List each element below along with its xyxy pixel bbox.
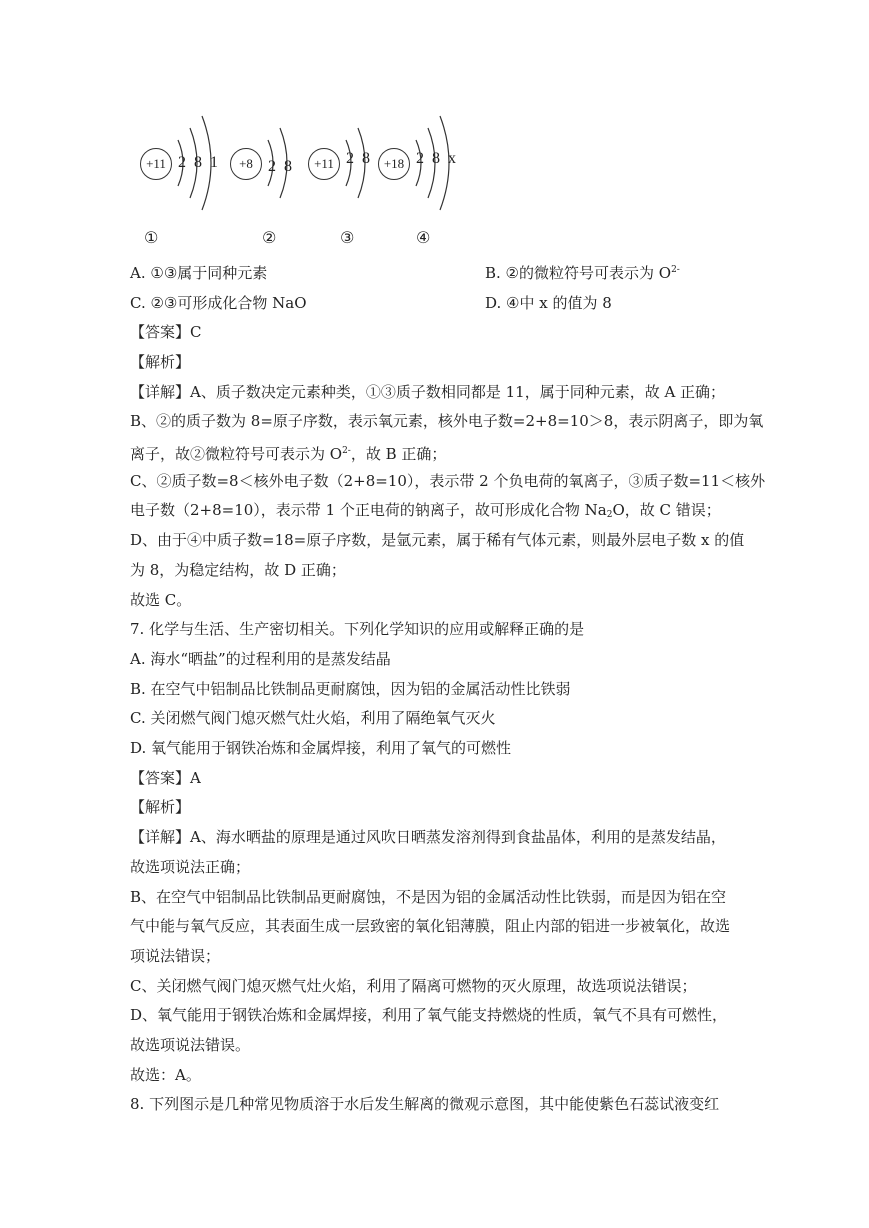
atom-diagram-3 — [308, 110, 383, 247]
q6-option-d: D. ④中 x 的值为 8 — [485, 294, 612, 312]
q6-analysis-heading: 【解析】 — [130, 353, 191, 371]
q8-stem: 8. 下列图示是几种常见物质溶于水后发生解离的微观示意图，其中能使紫色石蕊试液变红 — [130, 1095, 720, 1113]
q7-analysis-heading: 【解析】 — [130, 798, 191, 816]
atom-diagram-4 — [378, 110, 470, 247]
q7-explanation-line-7: D、氧气能用于钢铁冶炼和金属焊接，利用了氧气能支持燃烧的性质，氧气不具有可燃性， — [130, 1006, 728, 1024]
q7-stem: 7. 化学与生活、生产密切相关。下列化学知识的应用或解释正确的是 — [130, 620, 585, 638]
atom-label-4: ④ — [416, 228, 431, 247]
q6-option-a: A. ①③属于同种元素 — [130, 264, 268, 282]
q6-explanation-line-5 — [130, 500, 721, 525]
q6-option-b-charge: 2- — [671, 265, 680, 275]
nucleus-2: +8 — [230, 148, 262, 180]
nucleus-1: +11 — [140, 148, 172, 180]
q7-explanation-line-8: 故选项说法错误。 — [130, 1036, 251, 1054]
q6-explanation-line-2: B、②的质子数为 8=原子序数，表示氧元素，核外电子数=2+8=10＞8，表示阴离子，即为氧 — [130, 412, 764, 430]
atomic-structure-figure — [130, 110, 470, 255]
atom-label-1: ① — [144, 228, 159, 247]
q7-answer: 【答案】A — [130, 769, 201, 787]
nucleus-4: +18 — [378, 148, 410, 180]
atom-diagram-1 — [140, 110, 230, 247]
q7-explanation-line-2: 故选项说法正确； — [130, 858, 251, 876]
electron-counts-1: 2 8 1 — [178, 154, 220, 171]
q6-l5-text: 电子数（2+8=10），表示带 1 个正电荷的钠离子，故可形成化合物 Na — [130, 501, 607, 519]
q7-option-d: D. 氧气能用于钢铁冶炼和金属焊接，利用了氧气的可燃性 — [130, 739, 512, 757]
q6-l5-tail: O，故 C 错误； — [612, 501, 721, 519]
q7-explanation-line-3: B、在空气中铝制品比铁制品更耐腐蚀，不是因为铝的金属活动性比铁弱，而是因为铝在空 — [130, 888, 727, 906]
atom-diagram-2 — [230, 110, 305, 247]
q7-explanation-line-5: 项说法错误； — [130, 947, 221, 965]
q7-explanation-line-9: 故选：A。 — [130, 1066, 201, 1084]
q7-option-c: C. 关闭燃气阀门熄灭燃气灶火焰，利用了隔绝氧气灭火 — [130, 709, 496, 727]
q6-explanation-line-1: 【详解】A、质子数决定元素种类，①③质子数相同都是 11，属于同种元素，故 A 正确； — [130, 383, 726, 401]
q7-explanation-line-1: 【详解】A、海水晒盐的原理是通过风吹日晒蒸发溶剂得到食盐晶体，利用的是蒸发结晶， — [130, 828, 726, 846]
q6-explanation-line-3 — [130, 441, 446, 464]
atom-label-2: ② — [262, 228, 277, 247]
q6-l3-tail: ，故 B 正确； — [350, 445, 447, 463]
q6-option-c: C. ②③可形成化合物 NaO — [130, 294, 307, 312]
atom-label-3: ③ — [340, 228, 355, 247]
nucleus-3: +11 — [308, 148, 340, 180]
q6-l3-charge: 2- — [342, 446, 351, 456]
q6-l3-text: 离子，故②微粒符号可表示为 O — [130, 445, 343, 463]
q7-option-a: A. 海水“晒盐”的过程利用的是蒸发结晶 — [130, 650, 391, 668]
electron-counts-2: 2 8 — [268, 158, 294, 175]
q7-option-b: B. 在空气中铝制品比铁制品更耐腐蚀，因为铝的金属活动性比铁弱 — [130, 680, 571, 698]
q6-option-b — [485, 262, 680, 283]
q6-explanation-line-6: D、由于④中质子数=18=原子序数，是氩元素，属于稀有气体元素，则最外层电子数 x 的值 — [130, 531, 745, 549]
q7-explanation-line-4: 气中能与氧气反应，其表面生成一层致密的氧化铝薄膜，阻止内部的铝进一步被氧化，故选 — [130, 917, 731, 935]
electron-counts-4: 2 8 x — [416, 150, 458, 167]
q7-explanation-line-6: C、关闭燃气阀门熄灭燃气灶火焰，利用了隔离可燃物的灭火原理，故选项说法错误； — [130, 977, 697, 995]
q6-l5-subscript: 2 — [606, 510, 613, 520]
q6-answer: 【答案】C — [130, 323, 202, 341]
electron-counts-3: 2 8 — [346, 150, 372, 167]
q6-explanation-line-8: 故选 C。 — [130, 591, 192, 609]
q6-explanation-line-7: 为 8，为稳定结构，故 D 正确； — [130, 561, 346, 579]
q6-explanation-line-4: C、②质子数=8＜核外电子数（2+8=10），表示带 2 个负电荷的氧离子，③质子数=11＜核外 — [130, 472, 766, 490]
q6-option-b-text: B. ②的微粒符号可表示为 O — [485, 264, 672, 282]
